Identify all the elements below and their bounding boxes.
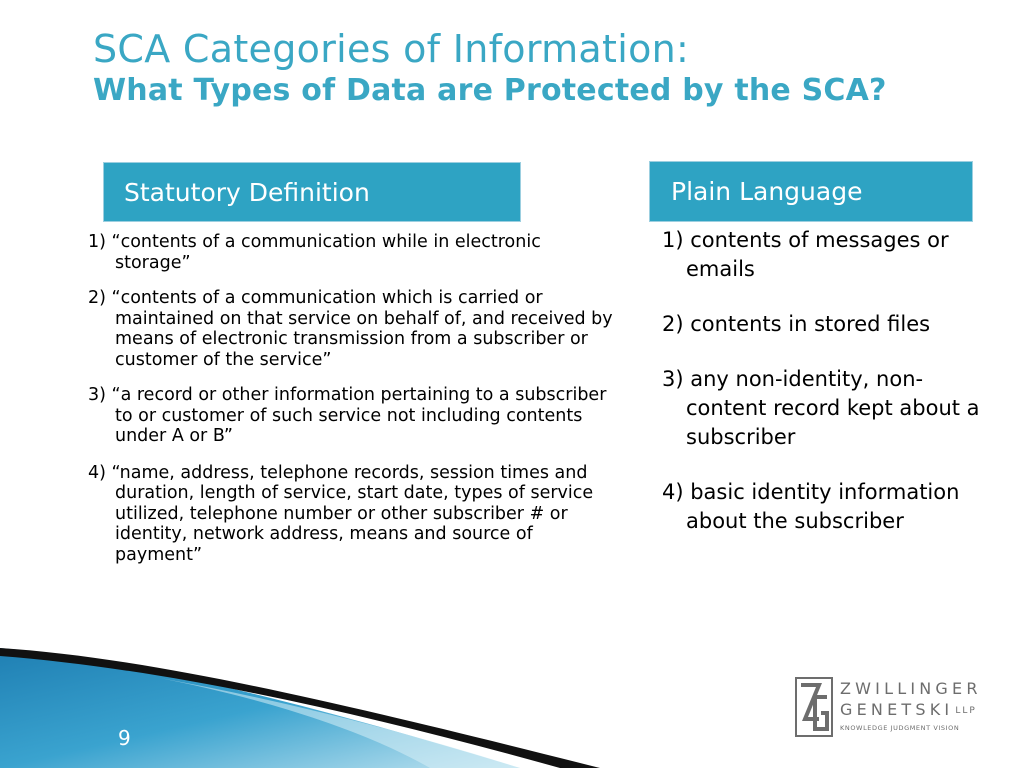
plain-language-list bbox=[662, 226, 982, 562]
logo-tagline: KNOWLEDGE JUDGMENT VISION bbox=[840, 724, 960, 732]
plain-language-header bbox=[649, 161, 973, 222]
decorative-swoosh bbox=[0, 600, 620, 768]
logo-name-line-2 bbox=[840, 702, 977, 718]
slide-title bbox=[93, 27, 887, 108]
statutory-definition-list bbox=[88, 232, 613, 580]
logo-name-genetski: GENETSKI bbox=[840, 700, 954, 719]
logo-name-line-1: ZWILLINGER bbox=[840, 679, 982, 698]
statutory-item-1: 1) “contents of a communication while in electronic storage” bbox=[88, 232, 541, 273]
statutory-item-2: 2) “contents of a communication which is carried or maintained on that service on behalf of, and received by means of electronic transmission from a subscriber or customer of the service” bbox=[88, 288, 613, 370]
statutory-definition-header-label: Statutory Definition bbox=[124, 177, 370, 207]
firm-logo bbox=[795, 677, 982, 739]
title-line-2: What Types of Data are Protected by the SCA? bbox=[93, 73, 887, 108]
logo-llp: LLP bbox=[955, 706, 977, 716]
plain-item-1: 1) contents of messages or emails bbox=[662, 228, 949, 281]
plain-language-header-label: Plain Language bbox=[671, 177, 863, 206]
page-number: 9 bbox=[118, 726, 131, 750]
plain-item-2: 2) contents in stored files bbox=[662, 312, 931, 336]
title-line-1: SCA Categories of Information: bbox=[93, 27, 690, 71]
zg-logo-mark-icon bbox=[795, 677, 833, 737]
statutory-item-3: 3) “a record or other information pertaining to a subscriber to or customer of such service not including contents under A or B” bbox=[88, 385, 607, 446]
plain-item-4: 4) basic identity information about the subscriber bbox=[662, 480, 960, 533]
statutory-definition-header bbox=[103, 162, 521, 222]
statutory-item-4: 4) “name, address, telephone records, session times and duration, length of service, start date, types of service utilized, telephone number or other subscriber # or identity, network address, means and source of payment” bbox=[88, 462, 594, 565]
plain-item-3: 3) any non-identity, non-content record kept about a subscriber bbox=[662, 367, 980, 449]
